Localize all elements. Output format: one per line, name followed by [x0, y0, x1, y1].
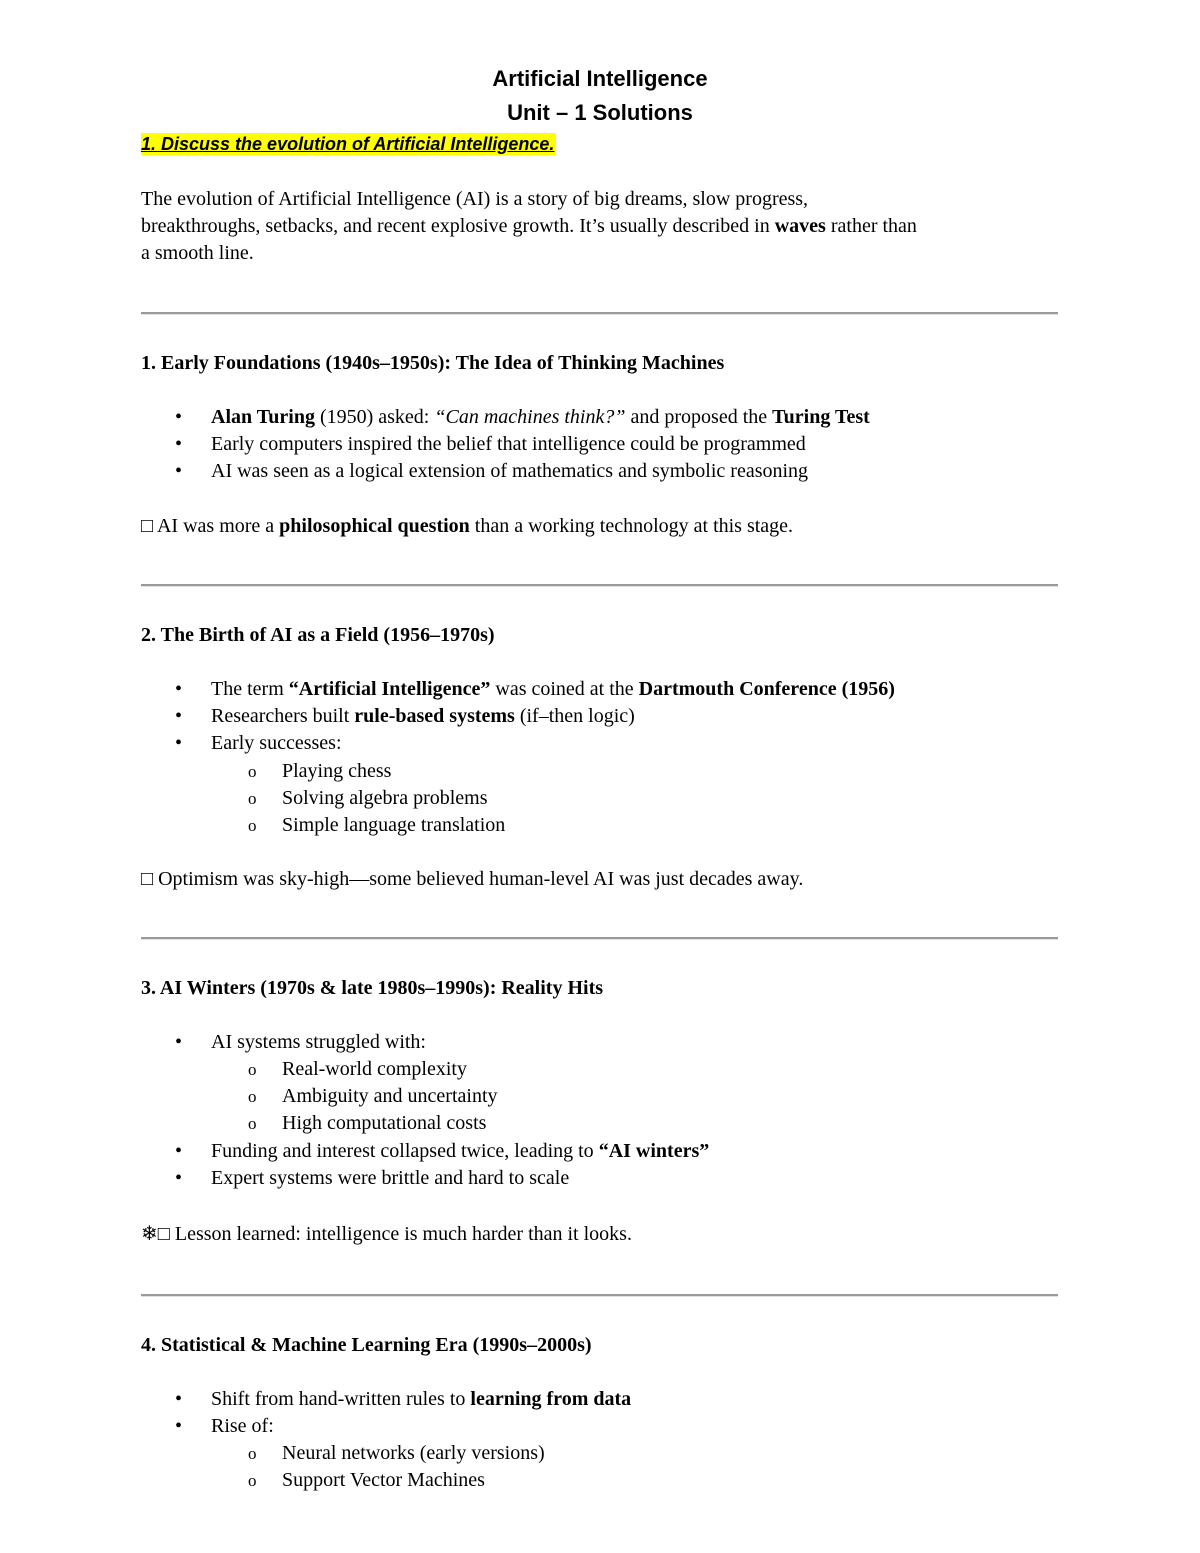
sub-bullet-icon: o	[248, 1114, 257, 1133]
bullet-icon: •	[175, 1031, 183, 1053]
section-2-note: □ Optimism was sky-high—some believed human-level AI was just decades away.	[141, 868, 804, 890]
section-2-heading: 2. The Birth of AI as a Field (1956–1970s)	[141, 624, 495, 646]
section-1-bullet-2: Early computers inspired the belief that intelligence could be programmed	[211, 433, 806, 455]
section-2-sub-item: Playing chess	[282, 760, 392, 782]
missing-glyph-icon: □	[141, 868, 154, 890]
section-divider	[141, 312, 1058, 315]
sub-bullet-icon: o	[248, 762, 257, 781]
question-heading: 1. Discuss the evolution of Artificial Intelligence.	[141, 134, 555, 154]
section-2-sub-item: Simple language translation	[282, 814, 506, 836]
section-divider	[141, 1294, 1058, 1297]
intro-emphasis: waves	[774, 215, 826, 237]
section-divider	[141, 584, 1058, 587]
section-3-bullet-1: AI systems struggled with:	[211, 1031, 426, 1053]
section-2-bullet-3: Early successes:	[211, 732, 342, 754]
sub-bullet-icon: o	[248, 1060, 257, 1079]
missing-glyph-icon: □	[141, 515, 154, 537]
section-3-sub-item: Real-world complexity	[282, 1058, 467, 1080]
section-3-sub-item: Ambiguity and uncertainty	[282, 1085, 498, 1107]
section-1-bullet-1: Alan Turing (1950) asked: “Can machines think?” and proposed the Turing Test	[211, 406, 870, 428]
section-3-heading: 3. AI Winters (1970s & late 1980s–1990s): Reality Hits	[141, 977, 604, 999]
bullet-icon: •	[175, 433, 183, 455]
bullet-icon: •	[175, 1415, 183, 1437]
bullet-icon: •	[175, 460, 183, 482]
section-4-sub-item: Neural networks (early versions)	[282, 1442, 545, 1464]
intro-line-2: breakthroughs, setbacks, and recent explosive growth. It’s usually described in waves rather than	[141, 215, 917, 237]
missing-glyph-icon: □	[157, 1223, 170, 1245]
bullet-icon: •	[175, 678, 183, 700]
sub-bullet-icon: o	[248, 1087, 257, 1106]
bullet-icon: •	[175, 705, 183, 727]
sub-bullet-icon: o	[248, 1471, 257, 1490]
sub-bullet-icon: o	[248, 789, 257, 808]
bullet-icon: •	[175, 1388, 183, 1410]
section-divider	[141, 937, 1058, 940]
bullet-icon: •	[175, 406, 183, 428]
section-3-note: ❄□ Lesson learned: intelligence is much harder than it looks.	[141, 1223, 632, 1245]
document-title: Artificial Intelligence	[492, 66, 708, 91]
snowflake-icon: ❄	[141, 1223, 158, 1245]
section-4-heading: 4. Statistical & Machine Learning Era (1990s–2000s)	[141, 1334, 592, 1356]
section-1-heading: 1. Early Foundations (1940s–1950s): The Idea of Thinking Machines	[141, 352, 725, 374]
bullet-icon: •	[175, 1167, 183, 1189]
bullet-icon: •	[175, 732, 183, 754]
section-1-note: □ AI was more a philosophical question than a working technology at this stage.	[141, 515, 794, 537]
section-2-bullet-1: The term “Artificial Intelligence” was coined at the Dartmouth Conference (1956)	[211, 678, 895, 700]
section-3-bullet-2: Funding and interest collapsed twice, leading to “AI winters”	[211, 1140, 710, 1162]
intro-line-1: The evolution of Artificial Intelligence (AI) is a story of big dreams, slow progress,	[141, 188, 809, 210]
section-3-sub-item: High computational costs	[282, 1112, 487, 1134]
sub-bullet-icon: o	[248, 816, 257, 835]
section-2-bullet-2: Researchers built rule-based systems (if–then logic)	[211, 705, 635, 727]
document-subtitle: Unit – 1 Solutions	[507, 100, 693, 125]
sub-bullet-icon: o	[248, 1444, 257, 1463]
section-4-bullet-1: Shift from hand-written rules to learning from data	[211, 1388, 632, 1410]
intro-line-3: a smooth line.	[141, 242, 254, 264]
bullet-icon: •	[175, 1140, 183, 1162]
section-4-bullet-2: Rise of:	[211, 1415, 274, 1437]
section-4-sub-item: Support Vector Machines	[282, 1469, 485, 1491]
section-1-bullet-3: AI was seen as a logical extension of mathematics and symbolic reasoning	[211, 460, 809, 482]
section-3-bullet-3: Expert systems were brittle and hard to scale	[211, 1167, 570, 1189]
section-2-sub-item: Solving algebra problems	[282, 787, 488, 809]
